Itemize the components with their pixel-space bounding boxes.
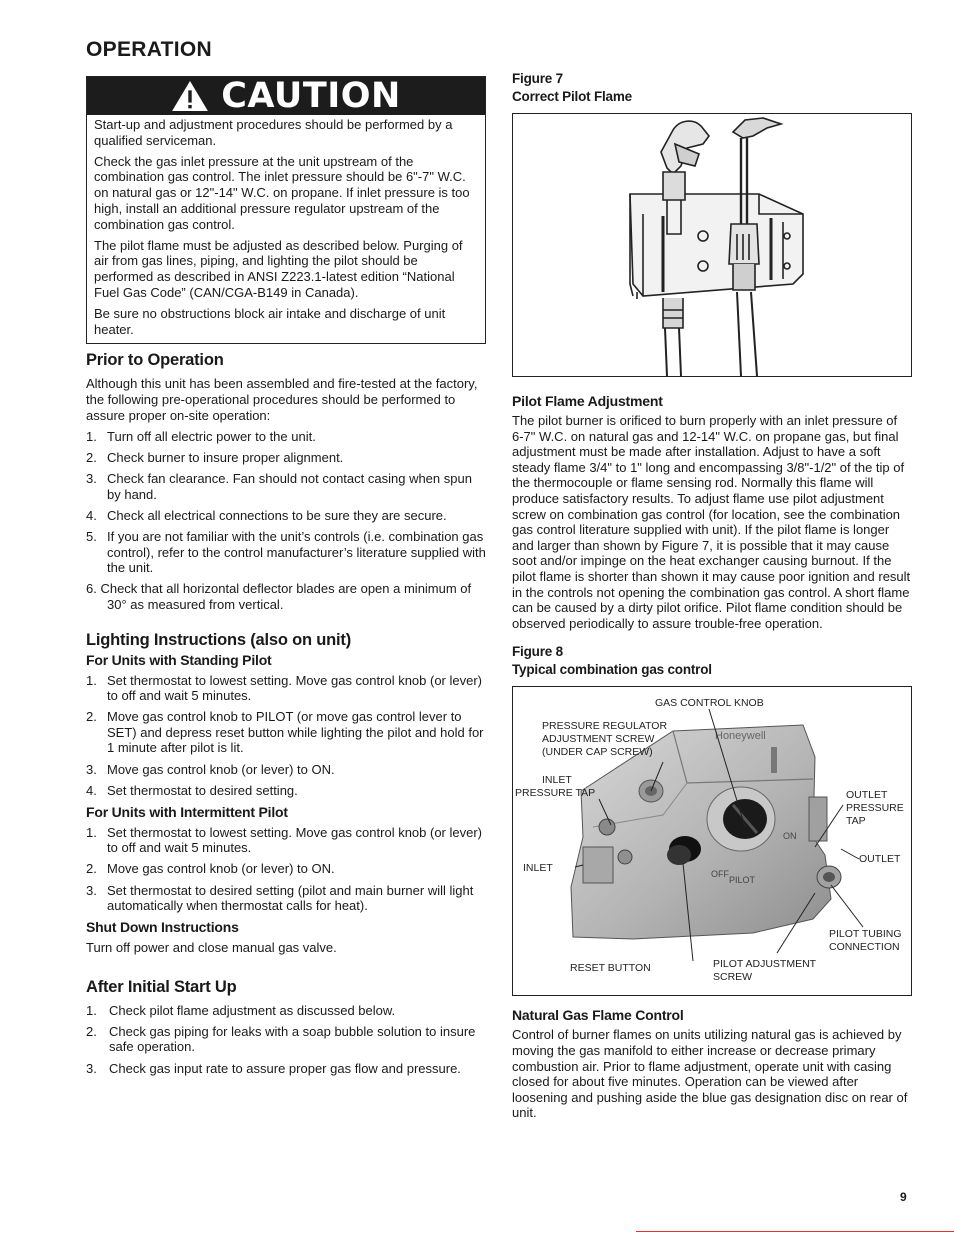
list-item: 4. Set thermostat to desired setting.	[86, 782, 298, 798]
caution-word: CAUTION	[221, 76, 401, 116]
pilot-burner-illustration	[513, 114, 911, 376]
caution-paragraph: Check the gas inlet pressure at the unit upstream of the combination gas control. The inlet pressure should be 6"-7" W.C. on natural gas or 12"-14" W.C. on propane. If inlet pressure is too high, install an additional pressure regulator upstream of the combination gas control.	[94, 153, 470, 232]
label-gas-control-knob: GAS CONTROL KNOB	[655, 697, 764, 710]
page-number: 9	[900, 1190, 907, 1204]
list-item: 1. Set thermostat to lowest setting. Move gas control knob (or lever) to off and wait 5 minutes.	[86, 672, 483, 704]
list-item: 3. Move gas control knob (or lever) to ON.	[86, 761, 335, 777]
caution-box	[86, 76, 486, 344]
list-item: 1. Check pilot flame adjustment as discussed below.	[86, 1002, 396, 1018]
caution-banner	[87, 77, 485, 115]
warning-triangle-icon	[171, 80, 209, 112]
intermittent-pilot-heading: For Units with Intermittent Pilot	[86, 803, 288, 820]
on-stamp: ON	[783, 831, 797, 842]
label-inlet-tap-1: INLET	[542, 774, 572, 787]
prior-heading: Prior to Operation	[86, 351, 224, 370]
list-item: 3. Check fan clearance. Fan should not contact casing when spun by hand.	[86, 471, 472, 502]
figure-8-box	[512, 686, 912, 996]
figure-7-caption: Correct Pilot Flame	[512, 89, 632, 104]
list-item: 1. Turn off all electric power to the unit.	[86, 429, 316, 445]
pilot-adjustment-heading: Pilot Flame Adjustment	[512, 393, 663, 409]
figure-8-caption: Typical combination gas control	[512, 662, 712, 678]
list-item: 3. Set thermostat to desired setting (pilot and main burner will light automatically when thermostat calls for heat).	[86, 882, 474, 914]
label-inlet-tap-2: PRESSURE TAP	[515, 787, 596, 800]
figure-7-box	[512, 113, 912, 377]
list-item: 3. Check gas input rate to assure proper gas flow and pressure.	[86, 1060, 461, 1076]
label-pilot-tubing-2: CONNECTION	[829, 941, 900, 954]
pilot-stamp: PILOT	[729, 875, 756, 886]
figure-7-number: Figure 7	[512, 71, 563, 86]
list-item: 1. Set thermostat to lowest setting. Move gas control knob (or lever) to off and wait 5 minutes.	[86, 824, 483, 856]
natural-gas-heading: Natural Gas Flame Control	[512, 1007, 684, 1024]
label-outlet-tap-3: TAP	[846, 815, 866, 828]
label-pilot-adjustment-2: SCREW	[713, 971, 753, 984]
lighting-heading: Lighting Instructions (also on unit)	[86, 630, 352, 649]
prior-step-6: 6. Check that all horizontal deflector blades are open a minimum of 30° as measured from vertical.	[86, 581, 472, 612]
left-column	[86, 76, 486, 1082]
list-item: 5. If you are not familiar with the unit’s controls (i.e. combination gas control), refer to the control manufacturer’s literature supplied with the unit.	[86, 529, 486, 576]
standing-pilot-steps	[86, 673, 486, 799]
prior-steps	[86, 429, 486, 576]
label-pilot-adjustment-1: PILOT ADJUSTMENT	[713, 958, 817, 971]
label-reset-button: RESET BUTTON	[570, 962, 651, 975]
footer-rule	[636, 1231, 954, 1232]
caution-paragraph: Start-up and adjustment procedures should be performed by a qualified serviceman.	[94, 117, 453, 148]
label-inlet: INLET	[523, 862, 553, 875]
caution-paragraph: The pilot flame must be adjusted as described below. Purging of air from gas lines, piping, and lighting the pilot should be performed as described in ANSI Z223.1-latest edition “National Fuel Gas Code” (CAN/CGA-B149 in Canada).	[94, 237, 463, 300]
figure-8-number: Figure 8	[512, 644, 563, 660]
label-outlet: OUTLET	[859, 853, 901, 866]
list-item: 2. Move gas control knob (or lever) to ON.	[86, 861, 335, 877]
caution-body	[87, 115, 485, 343]
brand-stamp: Honeywell	[715, 730, 766, 743]
label-pressure-regulator-1: PRESSURE REGULATOR	[542, 720, 668, 733]
natural-gas-text: Control of burner flames on units utilizing natural gas is achieved by moving the gas manifold to either increase or decrease primary combustion air. Prior to flame adjustment, operate unit with casing closed for about five minutes. Operation can be viewed after loosening and pushing aside the blue gas designation disc on rear of unit.	[512, 1027, 908, 1121]
list-item: 4. Check all electrical connections to be sure they are secure.	[86, 508, 447, 524]
standing-pilot-heading: For Units with Standing Pilot	[86, 651, 272, 668]
after-start-heading: After Initial Start Up	[86, 977, 237, 996]
label-pressure-regulator-3: (UNDER CAP SCREW)	[542, 746, 653, 759]
label-outlet-tap-2: PRESSURE	[846, 802, 904, 815]
label-pressure-regulator-2: ADJUSTMENT SCREW	[542, 733, 655, 746]
shutdown-heading: Shut Down Instructions	[86, 919, 239, 936]
off-stamp: OFF	[711, 869, 729, 880]
list-item: 2. Check burner to insure proper alignment.	[86, 450, 344, 466]
after-start-steps	[86, 1003, 486, 1076]
intermittent-pilot-steps	[86, 825, 486, 914]
shutdown-text: Turn off power and close manual gas valve.	[86, 940, 337, 956]
label-outlet-tap-1: OUTLET	[846, 789, 888, 802]
label-pilot-tubing-1: PILOT TUBING	[829, 928, 902, 941]
page-title: OPERATION	[86, 38, 212, 61]
caution-paragraph: Be sure no obstructions block air intake and discharge of unit heater.	[94, 305, 446, 337]
prior-intro: Although this unit has been assembled and fire-tested at the factory, the following pre-operational procedures should be performed to assure proper on-site operation:	[86, 376, 478, 423]
right-column	[512, 70, 912, 1121]
pilot-adjustment-text: The pilot burner is orificed to burn properly with an inlet pressure of 6-7" W.C. on natural gas and 12-14" W.C. on propane gas, but final adjustment must be made after installation. Adjust to have a soft steady flame 3/4" to 1" long and encompassing 3/8"-1/2" of the tip of the thermocouple or flame sensing rod. Normally this flame will produce satisfactory results. To adjust flame use pilot adjustment screw on combination gas control (for location, see the combination gas control literature supplied with unit). If the pilot flame is longer and larger than shown by Figure 7, it is possible that it may cause soot and/or impinge on the heat exchanger causing burnout. If the pilot flame is shorter than shown it may cause poor ignition and result in the controls not opening the combination gas control. A short flame can be caused by a dirty pilot orifice. Pilot flame condition should be observed periodically to assure trouble-free operation.	[512, 413, 911, 631]
list-item: 2. Check gas piping for leaks with a soap bubble solution to insure safe operation.	[86, 1023, 476, 1055]
list-item: 2. Move gas control knob to PILOT (or move gas control lever to SET) and depress reset button while lighting the pilot and hold for 1 minute after pilot is lit.	[86, 709, 484, 756]
